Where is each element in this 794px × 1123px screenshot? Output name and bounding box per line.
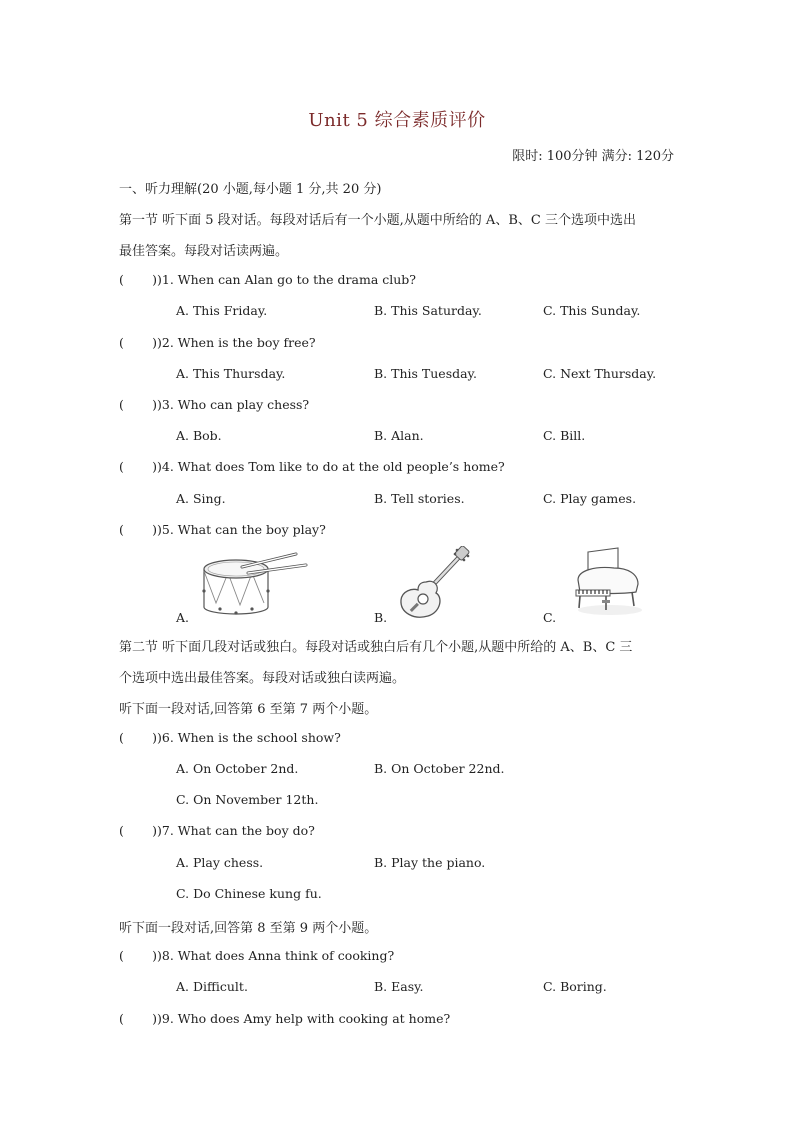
option-b: B.: [374, 610, 388, 625]
answer-blank[interactable]: [119, 272, 157, 287]
answer-blank[interactable]: [119, 335, 157, 350]
option-a: A. Difficult.: [176, 979, 248, 994]
part1-instructions: 第一节 听下面 5 段对话。每段对话后有一个小题,从题中所给的 A、B、C 三个选项中选出: [119, 213, 636, 228]
group-intro: 听下面一段对话,回答第 8 至第 9 两个小题。: [119, 921, 378, 936]
answer-blank[interactable]: [119, 522, 157, 537]
question-7: ( ))7. What can the boy do?: [119, 823, 315, 838]
question-8: ( ))8. What does Anna think of cooking?: [119, 948, 394, 963]
question-3: ( ))3. Who can play chess?: [119, 397, 309, 412]
question-4: ( ))4. What does Tom like to do at the old people’s home?: [119, 459, 505, 474]
part2-instructions-cont: 个选项中选出最佳答案。每段对话或独白读两遍。: [119, 671, 406, 686]
option-b: B. On October 22nd.: [374, 761, 505, 776]
option-b: B. Easy.: [374, 979, 424, 994]
piano-icon: [566, 546, 646, 618]
page-title: Unit 5 综合素质评价: [308, 110, 486, 131]
option-a: A. This Thursday.: [176, 366, 286, 381]
option-c: C. Play games.: [543, 491, 637, 506]
option-c: C. This Sunday.: [543, 303, 641, 318]
option-c: C. On November 12th.: [176, 792, 319, 807]
option-c: C. Do Chinese kung fu.: [176, 886, 322, 901]
guitar-icon: [396, 546, 474, 620]
option-a: A. Sing.: [176, 491, 226, 506]
answer-blank[interactable]: [119, 730, 157, 745]
option-b: B. Alan.: [374, 428, 424, 443]
time-limit: 限时: 100分钟 满分: 120分: [512, 149, 674, 164]
option-c: C. Boring.: [543, 979, 607, 994]
part2-instructions: 第二节 听下面几段对话或独白。每段对话或独白后有几个小题,从题中所给的 A、B、C 三: [119, 640, 633, 655]
question-6: ( ))6. When is the school show?: [119, 730, 341, 745]
answer-blank[interactable]: [119, 1011, 157, 1026]
option-c: C.: [543, 610, 557, 625]
option-c: C. Bill.: [543, 428, 586, 443]
answer-blank[interactable]: [119, 948, 157, 963]
option-c: C. Next Thursday.: [543, 366, 657, 381]
question-1: ( ))1. When can Alan go to the drama club?: [119, 272, 416, 287]
option-b: B. This Tuesday.: [374, 366, 477, 381]
answer-blank[interactable]: [119, 823, 157, 838]
answer-blank[interactable]: [119, 397, 157, 412]
option-b: B. Tell stories.: [374, 491, 465, 506]
option-a: A. Bob.: [176, 428, 222, 443]
option-a: A. This Friday.: [176, 303, 268, 318]
option-a: A. On October 2nd.: [176, 761, 299, 776]
section-heading: 一、听力理解(20 小题,每小题 1 分,共 20 分): [119, 182, 382, 197]
option-a: A. Play chess.: [176, 855, 264, 870]
question-2: ( ))2. When is the boy free?: [119, 335, 316, 350]
drum-icon: [198, 551, 310, 617]
answer-blank[interactable]: [119, 459, 157, 474]
option-a: A.: [176, 610, 190, 625]
group-intro: 听下面一段对话,回答第 6 至第 7 两个小题。: [119, 702, 378, 717]
question-9: ( ))9. Who does Amy help with cooking at home?: [119, 1011, 450, 1026]
option-b: B. This Saturday.: [374, 303, 482, 318]
question-5: ( ))5. What can the boy play?: [119, 522, 326, 537]
option-b: B. Play the piano.: [374, 855, 486, 870]
part1-instructions-cont: 最佳答案。每段对话读两遍。: [119, 244, 289, 259]
